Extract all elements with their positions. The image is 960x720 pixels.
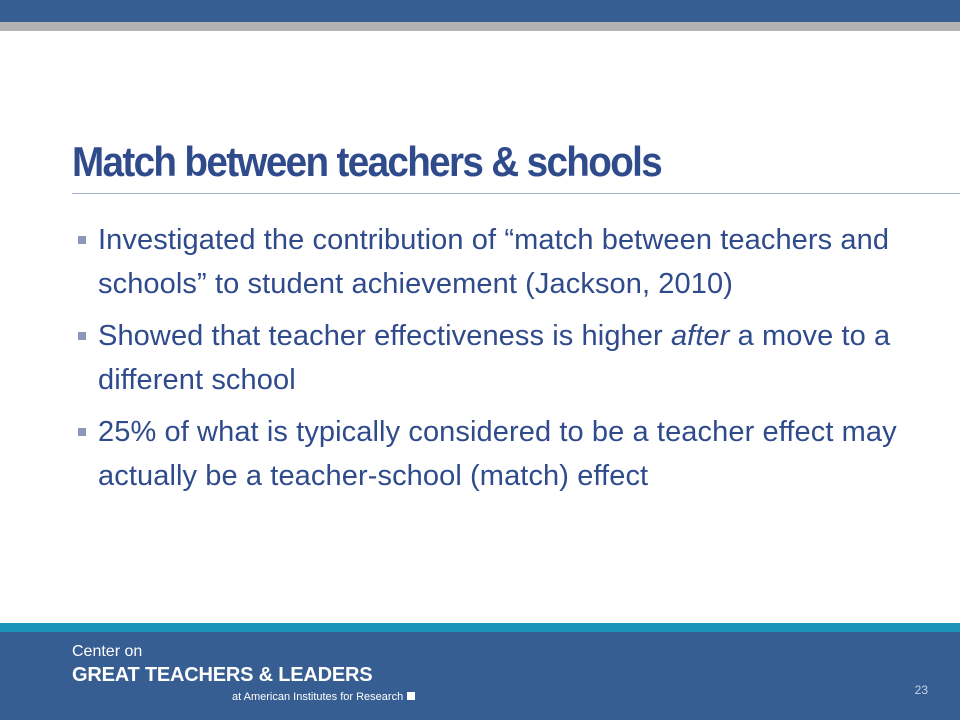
bullet-text: [98, 320, 890, 396]
logo-line-great-teachers: GREAT TEACHERS & LEADERS: [72, 664, 373, 686]
bullet-item: [72, 314, 922, 402]
footer-stripe: [0, 623, 960, 632]
square-bullet-icon: [78, 236, 86, 244]
bullet-item: [72, 218, 922, 306]
bullet-emphasis: after: [670, 320, 730, 352]
logo-line-center-on: Center on: [72, 643, 143, 660]
bullet-text-part: a move to a different school: [98, 320, 891, 396]
top-banner: [0, 0, 960, 22]
bullet-text: [98, 416, 897, 492]
logo: [72, 642, 404, 703]
bullet-text-part: Showed that teacher effectiveness is higher: [98, 320, 671, 352]
bullet-text: [98, 224, 889, 300]
bullet-item: [72, 410, 922, 498]
bullet-list: [72, 218, 922, 506]
page-number: 23: [914, 683, 928, 697]
square-bullet-icon: [78, 428, 86, 436]
top-divider: [0, 22, 960, 31]
square-icon: [407, 692, 415, 700]
logo-line-air: [232, 690, 415, 704]
slide-title: Match between teachers & schools: [72, 138, 662, 185]
title-rule: [72, 193, 960, 194]
bullet-text-part: 25% of what is typically considered to be a teacher effect may actually be a teacher-school (match) effect: [98, 416, 897, 492]
square-bullet-icon: [78, 332, 86, 340]
logo-air-text: at American Institutes for Research: [232, 691, 404, 703]
bullet-text-part: Investigated the contribution of “match between teachers and schools” to student achievement (Jackson, 2010): [98, 224, 890, 300]
